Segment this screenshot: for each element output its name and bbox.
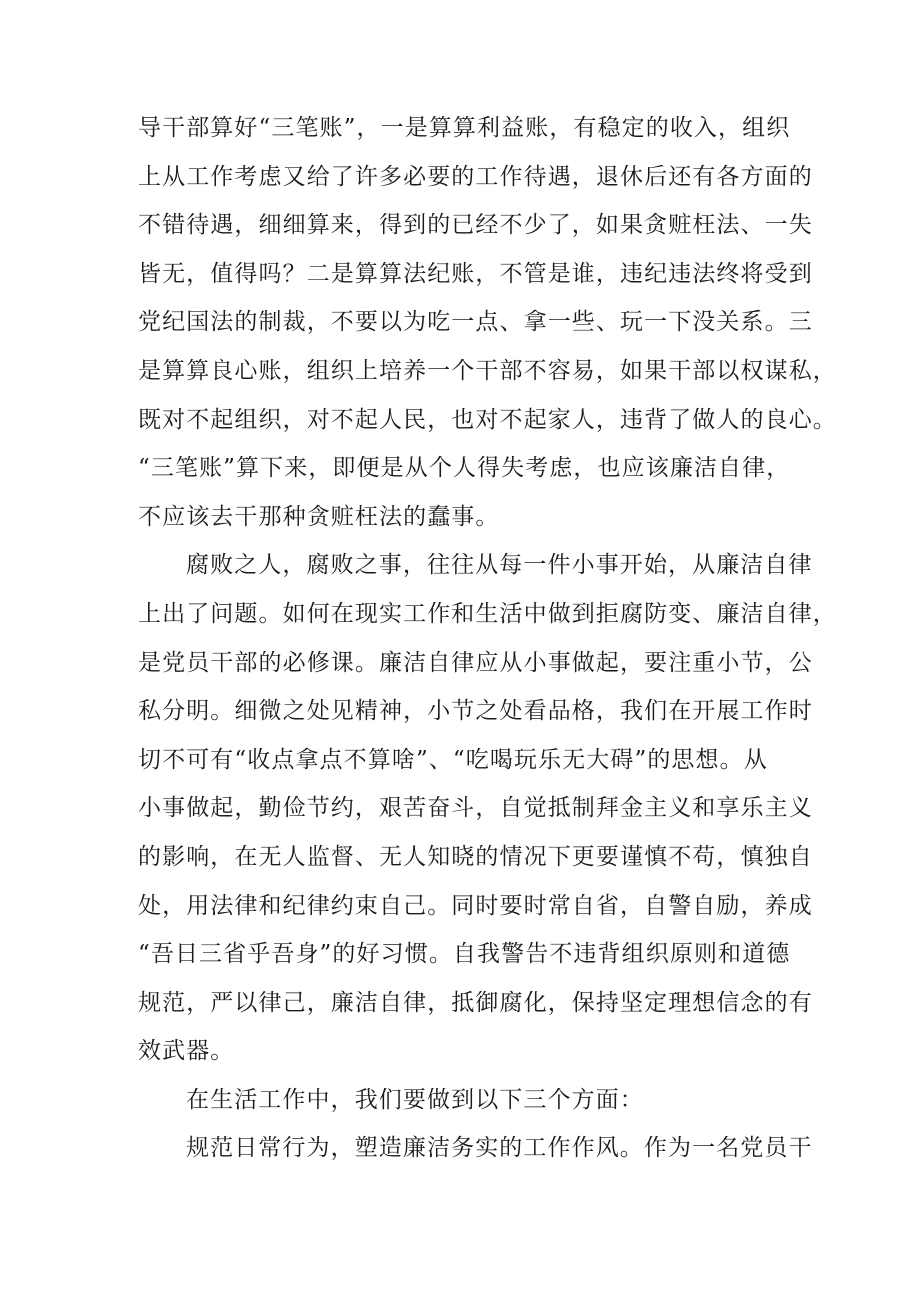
text-line: 上从工作考虑又给了许多必要的工作待遇，退休后还有各方面的 bbox=[138, 163, 813, 190]
text-line: 效武器。 bbox=[138, 1038, 235, 1065]
document-body bbox=[138, 104, 837, 1173]
text-line: 处，用法律和纪律约束自己。同时要时常自省，自警自励，养成 bbox=[138, 892, 813, 919]
text-line: 规范，严以律己，廉洁自律，抵御腐化，保持坚定理想信念的有 bbox=[138, 989, 813, 1016]
text-line: 不错待遇，细细算来，得到的已经不少了，如果贪赃枉法、一失 bbox=[138, 212, 813, 239]
text-line: 既对不起组织，对不起人民，也对不起家人，违背了做人的良心。 bbox=[138, 406, 837, 433]
paragraph-first-line: 在生活工作中，我们要做到以下三个方面： bbox=[186, 1086, 644, 1113]
paragraph-first-line: 腐败之人，腐败之事，往往从每一件小事开始，从廉洁自律 bbox=[186, 552, 813, 579]
text-line: 是算算良心账，组织上培养一个干部不容易，如果干部以权谋私， bbox=[138, 357, 837, 384]
text-line: 私分明。细微之处见精神，小节之处看品格，我们在开展工作时 bbox=[138, 698, 813, 725]
text-line: 切不可有“收点拿点不算啥”、“吃喝玩乐无大碍”的思想。从 bbox=[138, 746, 768, 773]
text-line: 不应该去干那种贪赃枉法的蠢事。 bbox=[138, 503, 500, 530]
text-line: 小事做起，勤俭节约，艰苦奋斗，自觉抵制拜金主义和享乐主义 bbox=[138, 795, 813, 822]
text-line: 导干部算好“三笔账”，一是算算利益账，有稳定的收入，组织 bbox=[138, 115, 791, 141]
text-line: 皆无，值得吗？二是算算法纪账，不管是谁，违纪违法终将受到 bbox=[138, 260, 813, 287]
text-line: 党纪国法的制裁，不要以为吃一点、拿一些、玩一下没关系。三 bbox=[138, 309, 813, 336]
paragraph-first-line: 规范日常行为，塑造廉洁务实的工作作风。作为一名党员干 bbox=[186, 1135, 813, 1162]
text-line: “吾日三省乎吾身”的好习惯。自我警告不违背组织原则和道德 bbox=[138, 941, 791, 968]
text-line: 的影响，在无人监督、无人知晓的情况下更要谨慎不苟，慎独自 bbox=[138, 843, 813, 870]
text-line: 上出了问题。如何在现实工作和生活中做到拒腐防变、廉洁自律， bbox=[138, 600, 837, 627]
text-line: 是党员干部的必修课。廉洁自律应从小事做起，要注重小节，公 bbox=[138, 649, 813, 676]
text-line: “三笔账”算下来，即便是从个人得失考虑，也应该廉洁自律， bbox=[138, 455, 791, 482]
